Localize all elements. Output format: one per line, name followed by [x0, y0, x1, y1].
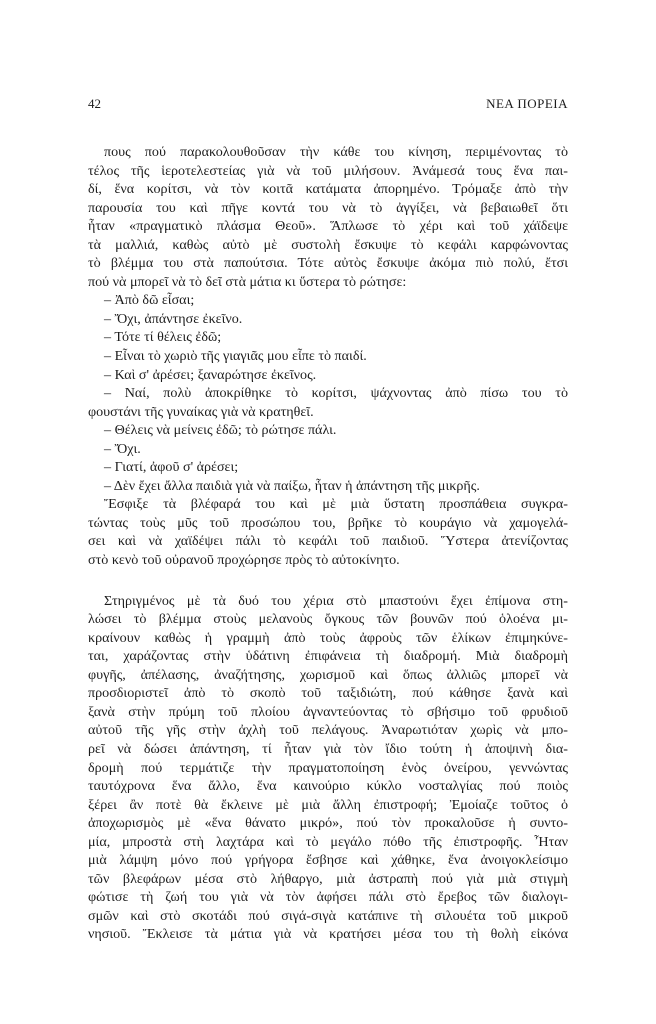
text-line: νησιοῦ. Ἔκλεισε τὰ μάτια γιὰ νὰ κρατήσει μέσα του τὴ θολὴ εἰκόνα: [88, 926, 568, 943]
running-head: [88, 96, 568, 116]
dialogue-line: [88, 366, 568, 385]
text-line: στὸ κενὸ τοῦ οὐρανοῦ προχώρησε πρὸς τὸ αὐτοκίνητο.: [88, 552, 400, 569]
text-line: λώσει τὸ βλέμμα στοὺς μελανοὺς ὄγκους τῶν βουνῶν πού ὁλοένα μι-: [88, 611, 568, 628]
section-break: [88, 570, 568, 592]
text-line: φώτισε τὴ ζωή του γιὰ νὰ τὸν ἀφήσει πάλι στὸ ἔρεβος τῶν διαλογι-: [88, 889, 568, 906]
text-line: πους πού παρακολουθοῦσαν τὴν κάθε του κίνηση, περιμένοντας τὸ: [104, 144, 568, 160]
dialogue-line: [88, 291, 568, 310]
dialogue-line: [88, 458, 568, 477]
dialogue-line: [88, 328, 568, 347]
text-line: τὰ μαλλιά, καθὼς αὐτὸ μὲ συστολὴ ἔσκυψε τὸ κεφάλι καρφώνοντας: [88, 236, 568, 253]
paragraph: [88, 592, 568, 944]
text-line: – Ὄχι, ἀπάντησε ἐκεῖνο.: [104, 310, 243, 327]
text-line: ταυτόχρονα ἕνα ἄλλο, ἕνα καινούριο κύκλο νοσταλγίας πού ποιὸς: [88, 778, 568, 795]
text-line: – Γιατί, ἀφοῦ σ' ἀρέσει;: [104, 459, 239, 476]
text-line: σμῶν καὶ στὸ σκοτάδι πού σιγά-σιγὰ κατάπινε τὴ σιλουέτα τοῦ μικροῦ: [88, 907, 568, 924]
dialogue-line: [88, 310, 568, 329]
text-line: – Εἶναι τὸ χωριὸ τῆς γιαγιᾶς μου εἶπε τὸ παιδί.: [104, 348, 367, 365]
text-line: πού νὰ μπορεῖ νὰ τὸ δεῖ στὰ μάτια κι ὕστερα τὸ ρώτησε:: [88, 273, 407, 290]
text-line: τώντας τοὺς μῦς τοῦ προσώπου του, βρῆκε τὸ κουράγιο νὰ χαμογελά-: [88, 514, 568, 531]
text-line: φουστάνι τῆς γυναίκας γιὰ νὰ κρατηθεῖ.: [88, 403, 314, 420]
text-line: Ἔσφιξε τὰ βλέφαρά του καὶ μὲ μιὰ ὕστατη προσπάθεια συγκρα-: [104, 496, 568, 513]
text-line: δρομὴ πού τερμάτιζε τὴν πραγματοποίηση ἑνὸς ὀνείρου, γεννώντας: [88, 759, 568, 776]
paragraph: [88, 143, 568, 291]
dialogue-line: [88, 421, 568, 440]
text-line: φυγῆς, ἀπέλασης, ἀναζήτησης, χωρισμοῦ καὶ ὅπως ἀλλιῶς μπορεῖ νὰ: [88, 666, 568, 683]
text-line: ται, χαράζοντας στὴν ὑδάτινη ἐπιφάνεια τὴ διαδρομή. Μιὰ διαδρομὴ: [88, 648, 568, 665]
text-line: παρουσία του καὶ πῆγε κοντά του νὰ τὸ ἀγγίξει, νὰ βεβαιωθεῖ ὅτι: [88, 199, 568, 216]
text-line: – Ὄχι.: [104, 440, 141, 457]
text-line: ξέρει ἂν ποτὲ θὰ ἔκλεινε μὲ μιὰ ἄλλη ἐπιστροφή; Ἐμοίαζε τοῦτος ὁ: [88, 796, 568, 813]
body-text: [88, 143, 568, 944]
text-line: ξανὰ στὴν πρύμη τοῦ πλοίου ἀγναντεύοντας τὸ σβήσιμο τοῦ φρυδιοῦ: [88, 703, 568, 720]
text-line: ἀποχωρισμὸς μὲ «ἕνα θάνατο μικρό», πού τὸν προκαλοῦσε ἡ συντο-: [88, 815, 568, 832]
page-number: 42: [88, 96, 101, 111]
text-line: – Καὶ σ' ἀρέσει; ξαναρώτησε ἐκεῖνος.: [104, 366, 317, 383]
text-line: μία, μπροστὰ στὴ λαχτάρα καὶ τὸ μεγάλο πόθο τῆς ἐπιστροφῆς. Ἦταν: [88, 833, 568, 850]
text-line: ἦταν «πραγματικὸ πλάσμα Θεοῦ». Ἅπλωσε τὸ χέρι καὶ τοῦ χάϊδεψε: [88, 218, 568, 235]
text-line: δί, ἕνα κορίτσι, νὰ τὸν κοιτᾶ κατάματα ἀπορημένο. Τρόμαξε ἀπὸ τὴν: [88, 181, 568, 198]
dialogue-line: [88, 347, 568, 366]
text-line: κραίνουν καθὼς ἡ γραμμὴ ἀπὸ τοὺς ἀφροὺς τῶν ἑλίκων ἐπιμηκύνε-: [88, 629, 568, 646]
text-line: τέλος τῆς ἱεροτελεστείας γιὰ νὰ τοῦ μιλήσουν. Ἀνάμεσά τους ἕνα παι-: [88, 162, 568, 179]
text-line: ρεῖ νὰ δώσει ἀπάντηση, τί ἦταν γιὰ τὸν ἴδιο τούτη ἡ ἀποψινὴ δια-: [88, 740, 568, 757]
text-line: σει καὶ νὰ χαϊδέψει πάλι τὸ κεφάλι τοῦ παιδιοῦ. Ὕστερα ἀτενίζοντας: [88, 533, 568, 550]
text-line: – Ἀπὸ δῶ εἶσαι;: [104, 292, 195, 309]
paragraph: [88, 495, 568, 569]
text-line: προσδιοριστεῖ ἀπὸ τὸ σκοπὸ τοῦ ταξιδιώτη, πού κάθησε ξανὰ καὶ: [88, 685, 568, 702]
text-line: Στηριγμένος μὲ τὰ δυό του χέρια στὸ μπαστούνι ἔχει ἐπίμονα στη-: [104, 592, 568, 609]
text-line: – Δὲν ἔχει ἄλλα παιδιὰ γιὰ νὰ παίξω, ἦταν ἡ ἀπάντηση τῆς μικρῆς.: [104, 477, 480, 494]
text-line: – Τότε τί θέλεις ἐδῶ;: [104, 329, 222, 346]
dialogue-line: [88, 440, 568, 459]
text-line: – Θέλεις νὰ μείνεις ἐδῶ; τὸ ρώτησε πάλι.: [104, 422, 337, 439]
text-line: τὸ βλέμμα του στὰ παπούτσια. Τότε αὐτὸς ἔσκυψε ἀκόμα πιὸ πολύ, ἔτσι: [88, 255, 568, 272]
dialogue-line: [88, 384, 568, 421]
text-line: – Ναί, πολὺ ἀποκρίθηκε τὸ κορίτσι, ψάχνοντας ἀπὸ πίσω του τὸ: [104, 385, 568, 402]
running-title: ΝΕΑ ΠΟΡΕΙΑ: [486, 96, 568, 111]
text-line: τῶν βλεφάρων μέσα στὸ λήθαργο, μιὰ ἀστραπὴ πού γιὰ μιὰ στιγμὴ: [88, 870, 568, 887]
text-line: μιὰ λάμψη μόνο πού γρήγορα ἔσβησε καὶ χάθηκε, ἕνα ἀνοιγοκλείσιμο: [88, 852, 568, 869]
dialogue-line: [88, 477, 568, 496]
text-line: αὐτοῦ τῆς γῆς στὴν ἀχλὴ τοῦ πελάγους. Ἀναρωτιόταν χωρὶς νὰ μπο-: [88, 722, 568, 739]
